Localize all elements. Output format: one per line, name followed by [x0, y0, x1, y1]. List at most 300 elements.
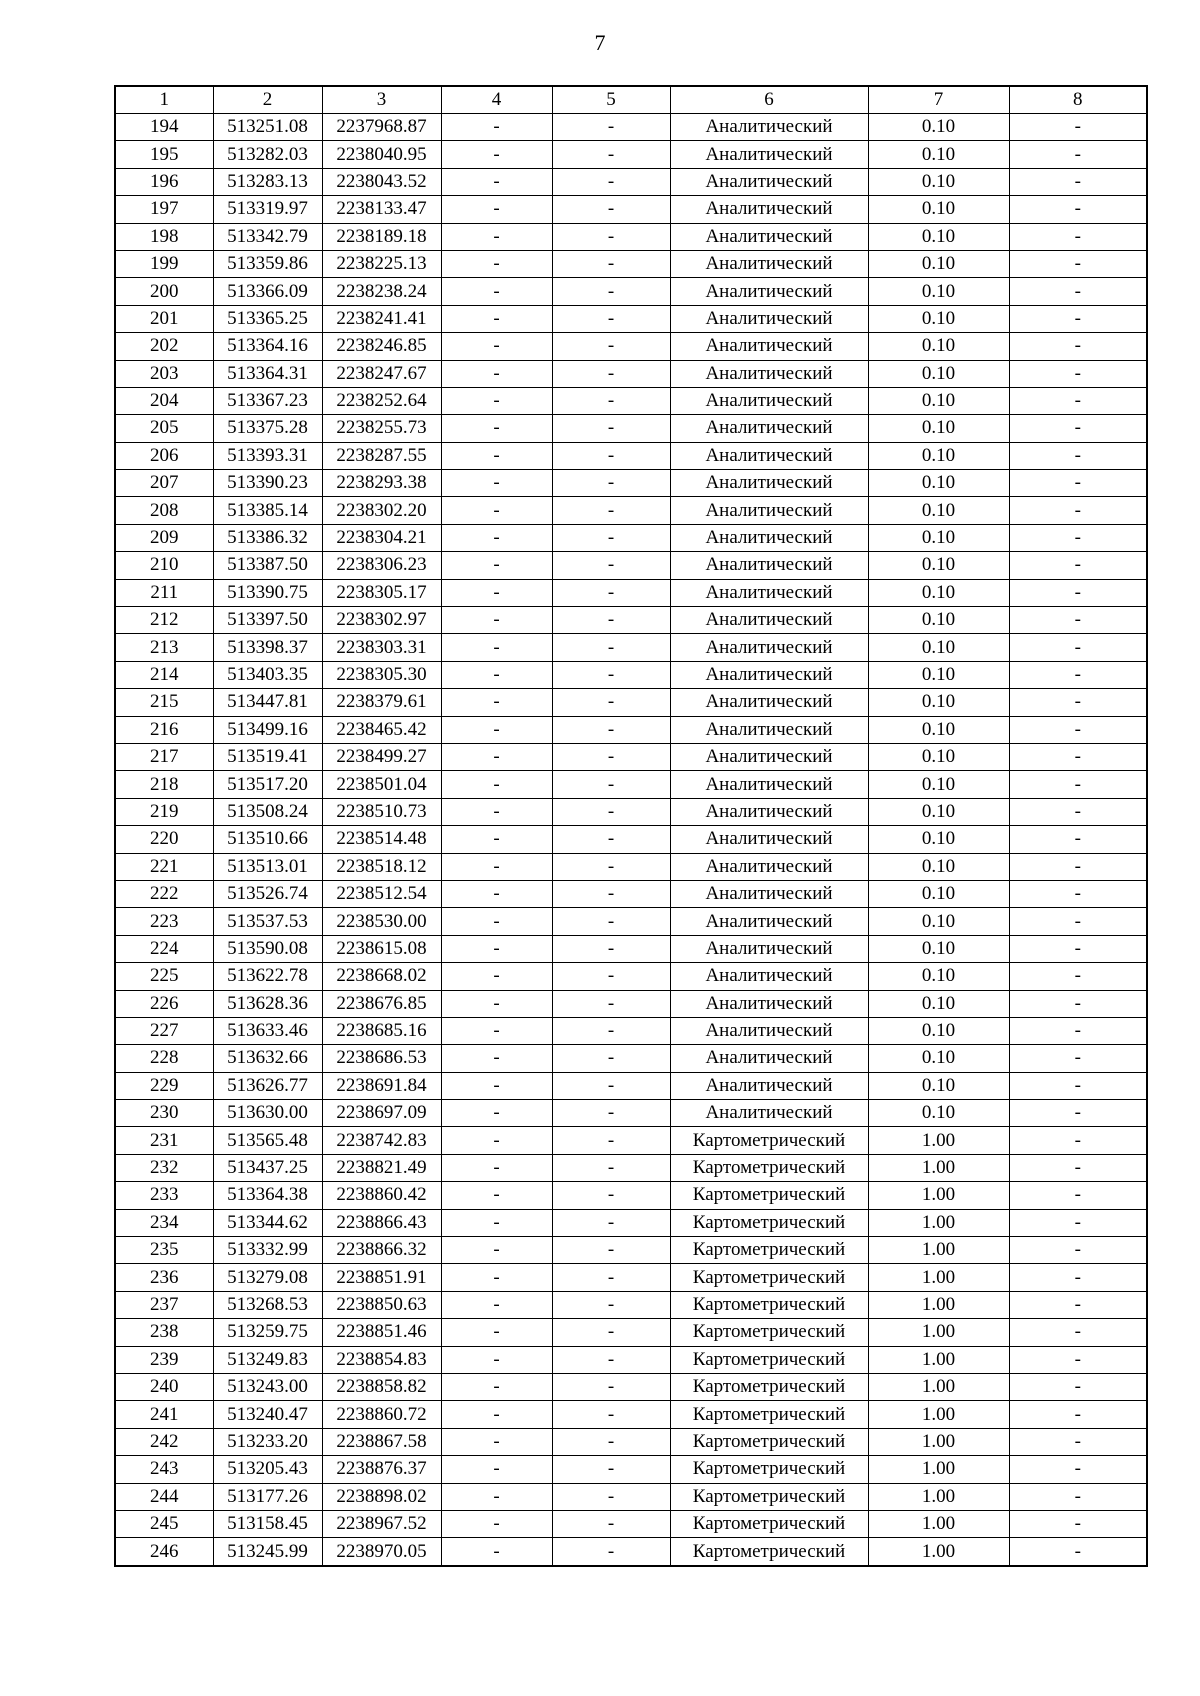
point-number-cell: 197: [115, 196, 213, 223]
point-number-cell: 243: [115, 1456, 213, 1483]
x-coordinate-cell: 513499.16: [213, 716, 322, 743]
column-4-cell: -: [441, 552, 552, 579]
y-coordinate-cell: 2238043.52: [322, 168, 441, 195]
x-coordinate-cell: 513397.50: [213, 607, 322, 634]
point-number-cell: 195: [115, 141, 213, 168]
y-coordinate-cell: 2238530.00: [322, 908, 441, 935]
column-5-cell: -: [552, 360, 670, 387]
y-coordinate-cell: 2238691.84: [322, 1072, 441, 1099]
y-coordinate-cell: 2238304.21: [322, 524, 441, 551]
point-number-cell: 212: [115, 607, 213, 634]
column-5-cell: -: [552, 579, 670, 606]
column-5-cell: -: [552, 1072, 670, 1099]
y-coordinate-cell: 2238518.12: [322, 853, 441, 880]
point-number-cell: 242: [115, 1428, 213, 1455]
accuracy-cell: 0.10: [868, 278, 1009, 305]
column-8-cell: -: [1009, 689, 1147, 716]
y-coordinate-cell: 2238247.67: [322, 360, 441, 387]
x-coordinate-cell: 513510.66: [213, 826, 322, 853]
column-5-cell: -: [552, 1373, 670, 1400]
point-number-cell: 206: [115, 442, 213, 469]
point-number-cell: 207: [115, 470, 213, 497]
y-coordinate-cell: 2238293.38: [322, 470, 441, 497]
point-number-cell: 220: [115, 826, 213, 853]
column-header: 1: [115, 86, 213, 114]
coordinates-table: [114, 85, 1148, 1567]
x-coordinate-cell: 513243.00: [213, 1373, 322, 1400]
point-number-cell: 225: [115, 963, 213, 990]
accuracy-cell: 0.10: [868, 168, 1009, 195]
column-8-cell: -: [1009, 305, 1147, 332]
column-5-cell: -: [552, 387, 670, 414]
column-5-cell: -: [552, 853, 670, 880]
accuracy-cell: 0.10: [868, 689, 1009, 716]
x-coordinate-cell: 513367.23: [213, 387, 322, 414]
point-number-cell: 198: [115, 223, 213, 250]
x-coordinate-cell: 513633.46: [213, 1017, 322, 1044]
column-5-cell: -: [552, 826, 670, 853]
method-cell: Аналитический: [670, 470, 868, 497]
method-cell: Аналитический: [670, 743, 868, 770]
column-5-cell: -: [552, 470, 670, 497]
column-4-cell: -: [441, 1045, 552, 1072]
table-row: [115, 771, 1147, 798]
point-number-cell: 216: [115, 716, 213, 743]
point-number-cell: 236: [115, 1264, 213, 1291]
x-coordinate-cell: 513251.08: [213, 114, 322, 141]
column-5-cell: -: [552, 1182, 670, 1209]
method-cell: Аналитический: [670, 607, 868, 634]
method-cell: Аналитический: [670, 579, 868, 606]
column-4-cell: -: [441, 1100, 552, 1127]
method-cell: Картометрический: [670, 1237, 868, 1264]
column-8-cell: -: [1009, 743, 1147, 770]
column-4-cell: -: [441, 497, 552, 524]
table-row: [115, 1209, 1147, 1236]
accuracy-cell: 1.00: [868, 1291, 1009, 1318]
column-8-cell: -: [1009, 963, 1147, 990]
y-coordinate-cell: 2238501.04: [322, 771, 441, 798]
column-4-cell: -: [441, 1346, 552, 1373]
method-cell: Картометрический: [670, 1401, 868, 1428]
column-5-cell: -: [552, 1538, 670, 1566]
column-8-cell: -: [1009, 798, 1147, 825]
point-number-cell: 214: [115, 661, 213, 688]
column-4-cell: -: [441, 1538, 552, 1566]
column-8-cell: -: [1009, 1072, 1147, 1099]
column-8-cell: -: [1009, 1237, 1147, 1264]
method-cell: Аналитический: [670, 114, 868, 141]
table-header-row: [115, 86, 1147, 114]
table-row: [115, 935, 1147, 962]
table-row: [115, 387, 1147, 414]
column-header: 5: [552, 86, 670, 114]
column-4-cell: -: [441, 1072, 552, 1099]
point-number-cell: 196: [115, 168, 213, 195]
table-row: [115, 552, 1147, 579]
column-4-cell: -: [441, 1428, 552, 1455]
accuracy-cell: 1.00: [868, 1346, 1009, 1373]
method-cell: Картометрический: [670, 1264, 868, 1291]
x-coordinate-cell: 513344.62: [213, 1209, 322, 1236]
y-coordinate-cell: 2238225.13: [322, 250, 441, 277]
column-8-cell: -: [1009, 278, 1147, 305]
point-number-cell: 228: [115, 1045, 213, 1072]
x-coordinate-cell: 513398.37: [213, 634, 322, 661]
accuracy-cell: 0.10: [868, 826, 1009, 853]
column-5-cell: -: [552, 1346, 670, 1373]
accuracy-cell: 0.10: [868, 196, 1009, 223]
column-5-cell: -: [552, 1209, 670, 1236]
column-8-cell: -: [1009, 442, 1147, 469]
y-coordinate-cell: 2238303.31: [322, 634, 441, 661]
column-8-cell: -: [1009, 250, 1147, 277]
table-row: [115, 1264, 1147, 1291]
column-4-cell: -: [441, 1264, 552, 1291]
column-5-cell: -: [552, 1401, 670, 1428]
method-cell: Аналитический: [670, 716, 868, 743]
column-4-cell: -: [441, 1154, 552, 1181]
table-row: [115, 990, 1147, 1017]
column-5-cell: -: [552, 278, 670, 305]
point-number-cell: 199: [115, 250, 213, 277]
y-coordinate-cell: 2238514.48: [322, 826, 441, 853]
y-coordinate-cell: 2238287.55: [322, 442, 441, 469]
column-5-cell: -: [552, 1017, 670, 1044]
accuracy-cell: 0.10: [868, 552, 1009, 579]
point-number-cell: 239: [115, 1346, 213, 1373]
column-8-cell: -: [1009, 990, 1147, 1017]
column-4-cell: -: [441, 689, 552, 716]
table-row: [115, 853, 1147, 880]
point-number-cell: 230: [115, 1100, 213, 1127]
column-4-cell: -: [441, 1483, 552, 1510]
method-cell: Аналитический: [670, 908, 868, 935]
accuracy-cell: 0.10: [868, 935, 1009, 962]
table-row: [115, 497, 1147, 524]
method-cell: Аналитический: [670, 771, 868, 798]
y-coordinate-cell: 2238898.02: [322, 1483, 441, 1510]
column-header: 2: [213, 86, 322, 114]
column-8-cell: -: [1009, 853, 1147, 880]
table-row: [115, 470, 1147, 497]
x-coordinate-cell: 513364.38: [213, 1182, 322, 1209]
column-4-cell: -: [441, 1291, 552, 1318]
method-cell: Аналитический: [670, 442, 868, 469]
column-4-cell: -: [441, 524, 552, 551]
column-8-cell: -: [1009, 1346, 1147, 1373]
column-8-cell: -: [1009, 908, 1147, 935]
method-cell: Аналитический: [670, 497, 868, 524]
column-header: 4: [441, 86, 552, 114]
column-4-cell: -: [441, 305, 552, 332]
column-5-cell: -: [552, 305, 670, 332]
method-cell: Аналитический: [670, 250, 868, 277]
column-4-cell: -: [441, 1182, 552, 1209]
table-row: [115, 689, 1147, 716]
point-number-cell: 205: [115, 415, 213, 442]
column-8-cell: -: [1009, 223, 1147, 250]
accuracy-cell: 0.10: [868, 1017, 1009, 1044]
point-number-cell: 240: [115, 1373, 213, 1400]
point-number-cell: 208: [115, 497, 213, 524]
y-coordinate-cell: 2238858.82: [322, 1373, 441, 1400]
column-8-cell: -: [1009, 1154, 1147, 1181]
point-number-cell: 244: [115, 1483, 213, 1510]
x-coordinate-cell: 513630.00: [213, 1100, 322, 1127]
x-coordinate-cell: 513447.81: [213, 689, 322, 716]
column-header: 8: [1009, 86, 1147, 114]
point-number-cell: 237: [115, 1291, 213, 1318]
column-8-cell: -: [1009, 716, 1147, 743]
point-number-cell: 241: [115, 1401, 213, 1428]
method-cell: Картометрический: [670, 1456, 868, 1483]
point-number-cell: 213: [115, 634, 213, 661]
column-5-cell: -: [552, 1456, 670, 1483]
method-cell: Аналитический: [670, 634, 868, 661]
column-8-cell: -: [1009, 826, 1147, 853]
method-cell: Аналитический: [670, 1072, 868, 1099]
column-8-cell: -: [1009, 1127, 1147, 1154]
accuracy-cell: 0.10: [868, 771, 1009, 798]
point-number-cell: 238: [115, 1319, 213, 1346]
accuracy-cell: 0.10: [868, 880, 1009, 907]
column-4-cell: -: [441, 360, 552, 387]
column-4-cell: -: [441, 196, 552, 223]
column-5-cell: -: [552, 1100, 670, 1127]
point-number-cell: 223: [115, 908, 213, 935]
x-coordinate-cell: 513390.23: [213, 470, 322, 497]
column-4-cell: -: [441, 853, 552, 880]
method-cell: Картометрический: [670, 1538, 868, 1566]
table-row: [115, 607, 1147, 634]
method-cell: Картометрический: [670, 1154, 868, 1181]
column-4-cell: -: [441, 1017, 552, 1044]
column-5-cell: -: [552, 1264, 670, 1291]
column-4-cell: -: [441, 798, 552, 825]
column-4-cell: -: [441, 387, 552, 414]
column-5-cell: -: [552, 1291, 670, 1318]
accuracy-cell: 0.10: [868, 524, 1009, 551]
point-number-cell: 226: [115, 990, 213, 1017]
column-8-cell: -: [1009, 1428, 1147, 1455]
table-row: [115, 114, 1147, 141]
column-4-cell: -: [441, 579, 552, 606]
method-cell: Аналитический: [670, 141, 868, 168]
column-5-cell: -: [552, 168, 670, 195]
y-coordinate-cell: 2238668.02: [322, 963, 441, 990]
point-number-cell: 194: [115, 114, 213, 141]
accuracy-cell: 1.00: [868, 1319, 1009, 1346]
accuracy-cell: 0.10: [868, 305, 1009, 332]
point-number-cell: 232: [115, 1154, 213, 1181]
method-cell: Аналитический: [670, 661, 868, 688]
table-row: [115, 963, 1147, 990]
column-5-cell: -: [552, 634, 670, 661]
accuracy-cell: 1.00: [868, 1401, 1009, 1428]
accuracy-cell: 1.00: [868, 1264, 1009, 1291]
x-coordinate-cell: 513366.09: [213, 278, 322, 305]
method-cell: Картометрический: [670, 1428, 868, 1455]
y-coordinate-cell: 2238615.08: [322, 935, 441, 962]
table-row: [115, 278, 1147, 305]
column-4-cell: -: [441, 415, 552, 442]
column-5-cell: -: [552, 223, 670, 250]
page-number: 7: [594, 30, 606, 55]
x-coordinate-cell: 513403.35: [213, 661, 322, 688]
x-coordinate-cell: 513626.77: [213, 1072, 322, 1099]
method-cell: Картометрический: [670, 1483, 868, 1510]
method-cell: Аналитический: [670, 1017, 868, 1044]
point-number-cell: 219: [115, 798, 213, 825]
table-row: [115, 1483, 1147, 1510]
column-4-cell: -: [441, 168, 552, 195]
column-8-cell: -: [1009, 1291, 1147, 1318]
point-number-cell: 202: [115, 333, 213, 360]
accuracy-cell: 0.10: [868, 141, 1009, 168]
method-cell: Картометрический: [670, 1127, 868, 1154]
column-8-cell: -: [1009, 1456, 1147, 1483]
y-coordinate-cell: 2238133.47: [322, 196, 441, 223]
y-coordinate-cell: 2238510.73: [322, 798, 441, 825]
column-4-cell: -: [441, 963, 552, 990]
column-8-cell: -: [1009, 196, 1147, 223]
accuracy-cell: 0.10: [868, 415, 1009, 442]
table-row: [115, 1127, 1147, 1154]
point-number-cell: 204: [115, 387, 213, 414]
table-row: [115, 908, 1147, 935]
column-8-cell: -: [1009, 1483, 1147, 1510]
point-number-cell: 235: [115, 1237, 213, 1264]
column-5-cell: -: [552, 880, 670, 907]
y-coordinate-cell: 2238866.32: [322, 1237, 441, 1264]
accuracy-cell: 0.10: [868, 853, 1009, 880]
y-coordinate-cell: 2238851.91: [322, 1264, 441, 1291]
accuracy-cell: 0.10: [868, 497, 1009, 524]
x-coordinate-cell: 513158.45: [213, 1510, 322, 1537]
x-coordinate-cell: 513513.01: [213, 853, 322, 880]
column-8-cell: -: [1009, 360, 1147, 387]
x-coordinate-cell: 513622.78: [213, 963, 322, 990]
table-row: [115, 826, 1147, 853]
accuracy-cell: 1.00: [868, 1209, 1009, 1236]
method-cell: Аналитический: [670, 853, 868, 880]
table-row: [115, 223, 1147, 250]
method-cell: Картометрический: [670, 1319, 868, 1346]
accuracy-cell: 1.00: [868, 1154, 1009, 1181]
x-coordinate-cell: 513393.31: [213, 442, 322, 469]
method-cell: Аналитический: [670, 415, 868, 442]
column-4-cell: -: [441, 990, 552, 1017]
y-coordinate-cell: 2238676.85: [322, 990, 441, 1017]
y-coordinate-cell: 2238040.95: [322, 141, 441, 168]
column-8-cell: -: [1009, 552, 1147, 579]
column-5-cell: -: [552, 1154, 670, 1181]
table-row: [115, 250, 1147, 277]
accuracy-cell: 0.10: [868, 1045, 1009, 1072]
table-row: [115, 305, 1147, 332]
accuracy-cell: 1.00: [868, 1483, 1009, 1510]
column-4-cell: -: [441, 141, 552, 168]
column-5-cell: -: [552, 333, 670, 360]
column-5-cell: -: [552, 415, 670, 442]
y-coordinate-cell: 2238970.05: [322, 1538, 441, 1566]
y-coordinate-cell: 2238255.73: [322, 415, 441, 442]
column-4-cell: -: [441, 250, 552, 277]
column-5-cell: -: [552, 141, 670, 168]
table-row: [115, 141, 1147, 168]
point-number-cell: 221: [115, 853, 213, 880]
column-4-cell: -: [441, 826, 552, 853]
y-coordinate-cell: 2238189.18: [322, 223, 441, 250]
column-8-cell: -: [1009, 607, 1147, 634]
accuracy-cell: 0.10: [868, 963, 1009, 990]
column-4-cell: -: [441, 1319, 552, 1346]
column-4-cell: -: [441, 880, 552, 907]
column-8-cell: -: [1009, 1538, 1147, 1566]
column-8-cell: -: [1009, 524, 1147, 551]
method-cell: Картометрический: [670, 1510, 868, 1537]
y-coordinate-cell: 2238306.23: [322, 552, 441, 579]
y-coordinate-cell: 2238685.16: [322, 1017, 441, 1044]
table-row: [115, 168, 1147, 195]
table-row: [115, 1510, 1147, 1537]
x-coordinate-cell: 513177.26: [213, 1483, 322, 1510]
accuracy-cell: 0.10: [868, 579, 1009, 606]
column-4-cell: -: [441, 1456, 552, 1483]
column-5-cell: -: [552, 935, 670, 962]
column-8-cell: -: [1009, 1182, 1147, 1209]
column-8-cell: -: [1009, 1319, 1147, 1346]
method-cell: Аналитический: [670, 826, 868, 853]
x-coordinate-cell: 513268.53: [213, 1291, 322, 1318]
table-row: [115, 524, 1147, 551]
column-4-cell: -: [441, 223, 552, 250]
column-8-cell: -: [1009, 1209, 1147, 1236]
table-row: [115, 1319, 1147, 1346]
column-5-cell: -: [552, 661, 670, 688]
column-8-cell: -: [1009, 579, 1147, 606]
accuracy-cell: 0.10: [868, 360, 1009, 387]
point-number-cell: 211: [115, 579, 213, 606]
column-5-cell: -: [552, 963, 670, 990]
x-coordinate-cell: 513279.08: [213, 1264, 322, 1291]
column-5-cell: -: [552, 196, 670, 223]
accuracy-cell: 0.10: [868, 333, 1009, 360]
point-number-cell: 215: [115, 689, 213, 716]
y-coordinate-cell: 2238465.42: [322, 716, 441, 743]
x-coordinate-cell: 513387.50: [213, 552, 322, 579]
column-4-cell: -: [441, 1510, 552, 1537]
x-coordinate-cell: 513249.83: [213, 1346, 322, 1373]
method-cell: Картометрический: [670, 1291, 868, 1318]
column-5-cell: -: [552, 689, 670, 716]
column-4-cell: -: [441, 1209, 552, 1236]
column-5-cell: -: [552, 743, 670, 770]
method-cell: Аналитический: [670, 990, 868, 1017]
method-cell: Аналитический: [670, 168, 868, 195]
point-number-cell: 201: [115, 305, 213, 332]
y-coordinate-cell: 2238512.54: [322, 880, 441, 907]
table-row: [115, 415, 1147, 442]
x-coordinate-cell: 513283.13: [213, 168, 322, 195]
accuracy-cell: 1.00: [868, 1538, 1009, 1566]
point-number-cell: 246: [115, 1538, 213, 1566]
column-4-cell: -: [441, 1401, 552, 1428]
table-row: [115, 743, 1147, 770]
column-8-cell: -: [1009, 387, 1147, 414]
accuracy-cell: 0.10: [868, 716, 1009, 743]
